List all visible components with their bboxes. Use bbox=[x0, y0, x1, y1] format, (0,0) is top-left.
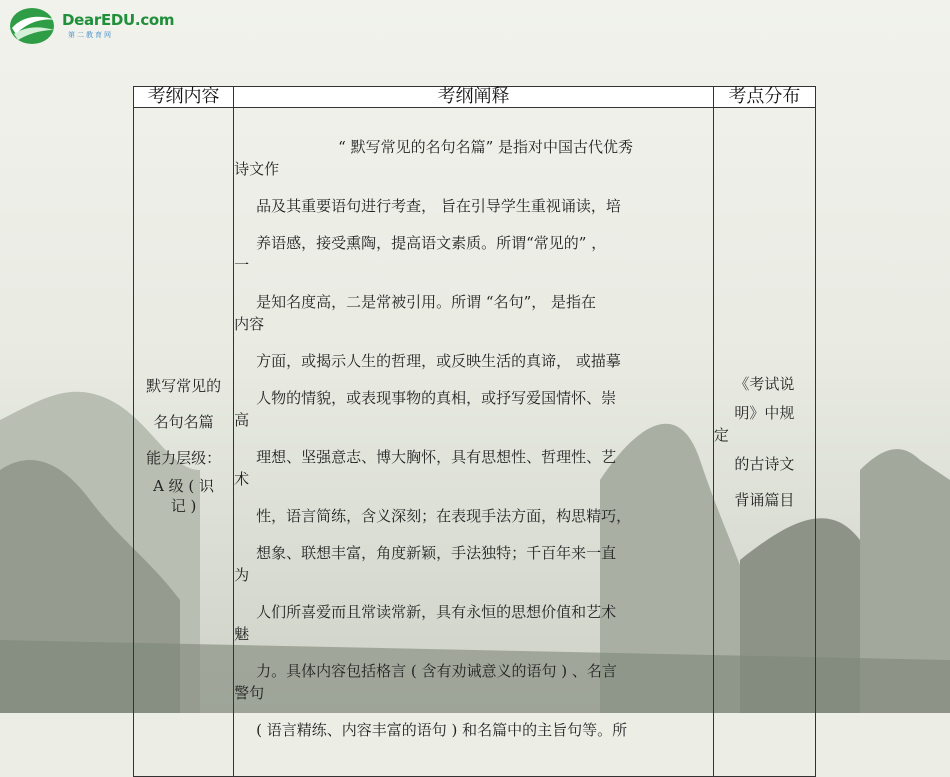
distribution-line: 背诵篇目 bbox=[734, 491, 795, 509]
explanation-text: 诗文作 bbox=[234, 160, 280, 178]
logo-swoosh-icon bbox=[8, 4, 60, 48]
explanation-text: 是知名度高，二是常被引用。所谓 “名句”， 是指在 bbox=[256, 293, 597, 311]
header-syllabus-content: 考纲内容 bbox=[134, 87, 234, 108]
explanation-text: 术 bbox=[234, 470, 250, 488]
site-logo bbox=[8, 4, 175, 48]
explanation-text: 人物的情貌，或表现事物的真相，或抒写爱国情怀、崇 bbox=[256, 389, 617, 407]
explanation-text: 魅 bbox=[234, 625, 250, 643]
exam-distribution-cell bbox=[713, 108, 815, 777]
syllabus-content-cell bbox=[134, 108, 234, 777]
content-line: 记 ) bbox=[170, 497, 197, 515]
explanation-line bbox=[234, 387, 713, 431]
content-line: A 级 ( 识 bbox=[153, 477, 215, 495]
header-exam-distribution: 考点分布 bbox=[713, 87, 815, 108]
explanation-text: 想象、联想丰富，角度新颖，手法独特；千百年来一直 bbox=[256, 544, 617, 562]
explanation-text: “ 默写常见的名句名篇” 是指对中国古代优秀 bbox=[338, 138, 634, 156]
logo-subtitle: 第二教育网 bbox=[68, 31, 113, 39]
distribution-line: 明》中规 bbox=[734, 404, 795, 422]
explanation-text: 警句 bbox=[234, 684, 265, 702]
distribution-line: 的古诗文 bbox=[734, 455, 795, 473]
explanation-text: 高 bbox=[234, 411, 250, 429]
explanation-line bbox=[234, 136, 713, 180]
explanation-line bbox=[234, 232, 713, 276]
explanation-text: 为 bbox=[234, 566, 250, 584]
explanation-text: 一 bbox=[234, 256, 250, 274]
explanation-line: 品及其重要语句进行考查， 旨在引导学生重视诵读，培 bbox=[256, 197, 621, 215]
explanation-line bbox=[234, 542, 713, 586]
header-syllabus-explanation: 考纲阐释 bbox=[234, 87, 714, 108]
explanation-line: 性，语言简练，含义深刻；在表现手法方面，构思精巧， bbox=[256, 507, 632, 525]
explanation-text: 人们所喜爱而且常读常新，具有永恒的思想价值和艺术 bbox=[256, 603, 617, 621]
exam-syllabus-table bbox=[133, 86, 816, 777]
logo-brand-text: DearEDU.com bbox=[62, 11, 175, 29]
explanation-line bbox=[234, 660, 713, 704]
explanation-line bbox=[234, 291, 713, 335]
distribution-line: 《考试说 bbox=[734, 375, 795, 393]
explanation-text: 养语感，接受熏陶，提高语文素质。所谓“常见的” ， bbox=[256, 234, 607, 252]
explanation-text: 内容 bbox=[234, 315, 265, 333]
table-row bbox=[134, 108, 816, 777]
explanation-line: ( 语言精练、内容丰富的语句 ) 和名篇中的主旨句等。所 bbox=[256, 721, 628, 739]
explanation-line: 方面，或揭示人生的哲理，或反映生活的真谛， 或描摹 bbox=[256, 352, 621, 370]
syllabus-explanation-cell bbox=[234, 108, 714, 777]
content-line: 能力层级： bbox=[146, 449, 222, 467]
explanation-text: 力。具体内容包括格言 ( 含有劝诫意义的语句 ) 、名言 bbox=[256, 662, 617, 680]
table-header-row bbox=[134, 87, 816, 108]
content-line: 名句名篇 bbox=[153, 413, 214, 431]
explanation-line bbox=[234, 601, 713, 645]
explanation-line bbox=[234, 446, 713, 490]
distribution-line: 定 bbox=[713, 426, 729, 444]
content-line: 默写常见的 bbox=[146, 377, 222, 395]
explanation-text: 理想、坚强意志、博大胸怀，具有思想性、哲理性、艺 bbox=[256, 448, 617, 466]
